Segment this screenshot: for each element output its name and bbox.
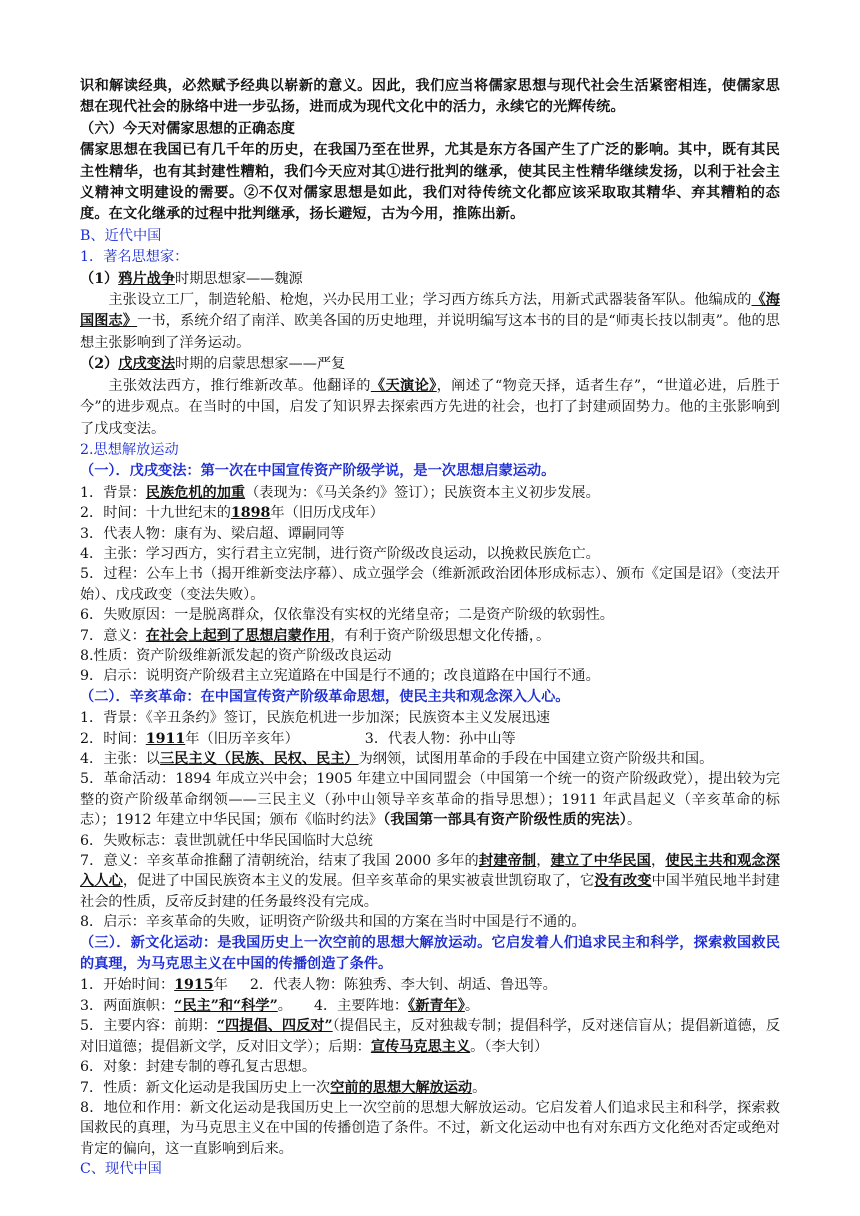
term-wuxu-reform: 戊戌变法 — [118, 356, 176, 373]
xinhai-item-7: 7．意义：辛亥革命推翻了清朝统治，结束了我国 2000 多年的封建帝制，建立了中华民国，使民主共和观念深入人心，促进了中国民族资本主义的发展。但辛亥革命的果实被袁世凯窃取了，它没有改变中国半殖民地半封建社会的性质，反帝反封建的任务最终没有完成。 — [80, 853, 780, 910]
xinhai-title: （二）．辛亥革命：在中国宣传资产阶级革命思想，使民主共和观念深入人心。 — [80, 688, 570, 705]
wuxu-item-1: 1．背景：民族危机的加重（表现为：《马关条约》签订）；民族资本主义初步发展。 — [80, 484, 600, 501]
xinwenhua-item-5: 5．主要内容：前期：“四提倡、四反对”（提倡民主，反对独裁专制；提倡科学，反对迷信盲从；提倡新道德，反对旧道德；提倡新文学，反对旧文学）；后期：宣传马克思主义。（李大钊） — [80, 1018, 781, 1055]
wuxu-item-9: 9．启示：说明资产阶级君主立宪道路在中国是行不通的；改良道路在中国行不通。 — [80, 668, 600, 685]
heading-modern-china: B、近代中国 — [80, 227, 162, 244]
heading-thinkers: 1．著名思想家： — [80, 249, 189, 266]
heading-contemporary-china: C、现代中国 — [80, 1161, 162, 1178]
xinwenhua-item-3-4: 3．两面旗帜：“民主”和“科学”。 4．主要阵地：《新青年》。 — [80, 997, 480, 1014]
xinhai-item-8: 8．启示：辛亥革命的失败，证明资产阶级共和国的方案在当时中国是行不通的。 — [80, 914, 586, 931]
wuxu-item-3: 3．代表人物：康有为、梁启超、谭嗣同等 — [80, 525, 345, 542]
book-haiguo-tuzhi: 《海国图志》 — [80, 292, 780, 330]
wuxu-title: （一）．戊戌变法：第一次在中国宣传资产阶级学说，是一次思想启蒙运动。 — [80, 463, 556, 480]
thinker-wei-paragraph: 主张设立工厂，制造轮船、枪炮，兴办民用工业；学习西方练兵方法，用新式武器装备军队。他编成的《海国图志》一书，系统介绍了南洋、欧美各国的历史地理，并说明编写这本书的目的是“师夷长技以制夷”。他的思想主张影响到了洋务运动。 — [80, 292, 780, 351]
document-page — [80, 76, 780, 1181]
xinwenhua-item-1-2: 1．开始时间：1915年 2．代表人物：陈独秀、李大钊、胡适、鲁迅等。 — [80, 977, 557, 994]
xinhai-item-5: 5．革命活动：1894 年成立兴中会；1905 年建立中国同盟会（中国第一个统一的资产阶级政党），提出较为完整的资产阶级革命纲领——三民主义（孙中山领导辛亥革命的指导思想）；1911 年武昌起义（辛亥革命的标志）；1912 年建立中华民国；颁布《临时约法》（我国第一部具有资产阶级性质的宪法）。 — [80, 771, 780, 829]
xinhai-item-4: 4．主张：以三民主义（民族、民权、民主）为纲领，试图用革命的手段在中国建立资产阶级共和国。 — [80, 751, 714, 767]
section-6-paragraph: 儒家思想在我国已有几千年的历史，在我国乃至在世界，尤其是东方各国产生了广泛的影响。其中，既有其民主性精华，也有其封建性糟粕，我们今天应对其①进行批判的继承，使其民主性精华继续发扬，以利于社会主义精神文明建设的需要。②不仅对儒家思想是如此，我们对待传统文化都应该采取取其精华、弃其糟粕的态度。在文化继承的过程中批判继承，扬长避短，古为今用，推陈出新。 — [80, 142, 780, 223]
wuxu-item-8: 8.性质：资产阶级维新派发起的资产阶级改良运动 — [80, 647, 392, 664]
xinwenhua-item-6: 6．对象：封建专制的尊孔复古思想。 — [80, 1059, 317, 1076]
thinker-yan-title: （2）戊戌变法时期的启蒙思想家——严复 — [80, 356, 346, 373]
xinwenhua-item-7: 7．性质：新文化运动是我国历史上一次空前的思想大解放运动。 — [80, 1079, 487, 1096]
xinhai-item-2-3: 2．时间：1911年（旧历辛亥年） 3．代表人物：孙中山等 — [80, 730, 516, 747]
wuxu-item-2: 2．时间：十九世纪末的1898年（旧历戊戌年） — [80, 505, 384, 522]
section-6-title: （六）今天对儒家思想的正确态度 — [80, 120, 296, 137]
thinker-yan-paragraph: 主张效法西方，推行维新改革。他翻译的《天演论》，阐述了“物竞天择，适者生存”，“世道必进，后胜于今”的进步观点。在当时的中国，启发了知识界去探索西方先进的社会，也打了封建顽固势力。他的主张影响到了戊戌变法。 — [80, 377, 780, 437]
book-tianyan-lun: 《天演论》 — [370, 377, 437, 394]
wuxu-item-4: 4．主张：学习西方，实行君主立宪制，进行资产阶级改良运动，以挽救民族危亡。 — [80, 545, 600, 562]
wuxu-item-7: 7．意义：在社会上起到了思想启蒙作用，有利于资产阶级思想文化传播，。 — [80, 627, 551, 644]
thinker-wei-title: （1）鸦片战争时期思想家——魏源 — [80, 270, 303, 287]
wuxu-item-6: 6．失败原因：一是脱离群众，仅依靠没有实权的光绪皇帝；二是资产阶级的软弱性。 — [80, 607, 614, 624]
heading-liberation: 2.思想解放运动 — [80, 441, 179, 458]
paragraph-intro: 识和解读经典，必然赋予经典以崭新的意义。因此，我们应当将儒家思想与现代社会生活紧密相连，使儒家思想在现代社会的脉络中进一步弘扬，进而成为现代文化中的活力，永续它的光辉传统。 — [80, 78, 780, 116]
xinhai-item-1: 1．背景：《辛丑条约》签订，民族危机进一步加深；民族资本主义发展迅速 — [80, 710, 551, 727]
xinwenhua-title: （三）．新文化运动：是我国历史上一次空前的思想大解放运动。它启发着人们追求民主和科学，探索救国救民的真理，为马克思主义在中国的传播创造了条件。 — [80, 934, 780, 973]
xinhai-item-6: 6．失败标志：袁世凯就任中华民国临时大总统 — [80, 832, 373, 849]
xinwenhua-item-8: 8．地位和作用：新文化运动是我国历史上一次空前的思想大解放运动。它启发着人们追求民主和科学，探索救国救民的真理，为马克思主义在中国的传播创造了条件。不过，新文化运动中也有对东西方文化绝对否定或绝对肯定的偏向，这一直影响到后来。 — [80, 1099, 780, 1157]
term-opium-war: 鸦片战争 — [118, 270, 176, 287]
wuxu-item-5: 5．过程：公车上书（揭开维新变法序幕）、成立强学会（维新派政治团体形成标志）、颁布《定国是诏》（变法开始）、戊戌政变（变法失败）。 — [80, 566, 780, 603]
